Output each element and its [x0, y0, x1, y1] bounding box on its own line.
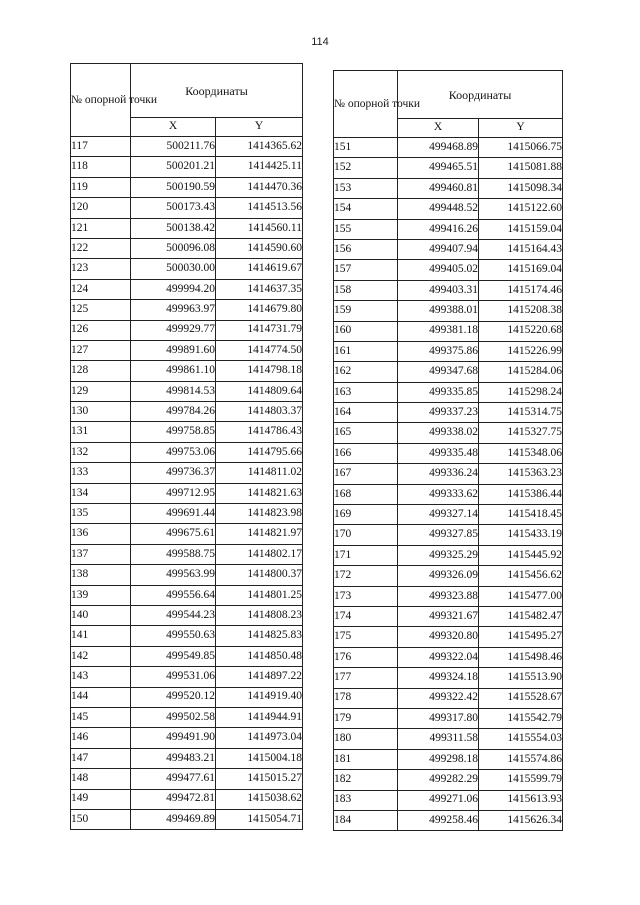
y-coordinate-cell: 1414809.64	[216, 381, 303, 401]
point-number-cell: 157	[334, 260, 398, 280]
y-coordinate-cell: 1414823.98	[216, 504, 303, 524]
point-number-cell: 148	[71, 769, 131, 789]
point-number-cell: 122	[71, 238, 131, 258]
point-number-cell: 169	[334, 505, 398, 525]
table-row	[71, 565, 303, 585]
table-row	[71, 605, 303, 625]
x-coordinate-cell: 499758.85	[131, 422, 216, 442]
point-number-cell: 136	[71, 524, 131, 544]
x-coordinate-cell: 499544.23	[131, 605, 216, 625]
point-number-cell: 160	[334, 321, 398, 341]
point-number-cell: 119	[71, 177, 131, 197]
y-coordinate-cell: 1414470.36	[216, 177, 303, 197]
table-row	[71, 789, 303, 809]
table-row	[71, 646, 303, 666]
y-coordinate-cell: 1415220.68	[479, 321, 563, 341]
point-number-cell: 164	[334, 403, 398, 423]
table-row	[334, 178, 563, 198]
y-coordinate-cell: 1415298.24	[479, 382, 563, 402]
table-row	[334, 729, 563, 749]
point-number-cell: 145	[71, 707, 131, 727]
point-number-cell: 182	[334, 770, 398, 790]
x-coordinate-cell: 499405.02	[398, 260, 479, 280]
point-number-cell: 163	[334, 382, 398, 402]
point-number-cell: 159	[334, 301, 398, 321]
table-row	[334, 239, 563, 259]
table-row	[71, 687, 303, 707]
x-coordinate-cell: 499784.26	[131, 402, 216, 422]
table-row	[334, 708, 563, 728]
y-coordinate-cell: 1415174.46	[479, 280, 563, 300]
table-row	[334, 525, 563, 545]
point-number-cell: 156	[334, 239, 398, 259]
x-coordinate-cell: 499550.63	[131, 626, 216, 646]
table-row	[71, 707, 303, 727]
y-coordinate-cell: 1414821.63	[216, 483, 303, 503]
y-coordinate-cell: 1415528.67	[479, 688, 563, 708]
table-row	[71, 442, 303, 462]
y-coordinate-cell: 1414801.25	[216, 585, 303, 605]
point-number-cell: 117	[71, 137, 131, 157]
y-coordinate-cell: 1414513.56	[216, 198, 303, 218]
y-coordinate-cell: 1414803.37	[216, 402, 303, 422]
table-row	[71, 483, 303, 503]
y-coordinate-cell: 1414560.11	[216, 218, 303, 238]
table-row	[334, 810, 563, 830]
x-coordinate-cell: 499416.26	[398, 219, 479, 239]
point-number-cell: 153	[334, 178, 398, 198]
point-number-cell: 176	[334, 647, 398, 667]
table-row	[71, 667, 303, 687]
page-number: 114	[311, 36, 329, 48]
y-coordinate-cell: 1414973.04	[216, 728, 303, 748]
y-coordinate-cell: 1415456.62	[479, 566, 563, 586]
y-coordinate-cell: 1415038.62	[216, 789, 303, 809]
y-coordinate-cell: 1415599.79	[479, 770, 563, 790]
y-coordinate-cell: 1415418.45	[479, 505, 563, 525]
table-row	[71, 238, 303, 258]
y-coordinate-cell: 1415284.06	[479, 362, 563, 382]
x-coordinate-cell: 499325.29	[398, 545, 479, 565]
x-coordinate-cell: 499460.81	[398, 178, 479, 198]
table-row	[334, 606, 563, 626]
y-coordinate-cell: 1415314.75	[479, 403, 563, 423]
x-coordinate-cell: 499549.85	[131, 646, 216, 666]
x-coordinate-cell: 499814.53	[131, 381, 216, 401]
table-row	[71, 157, 303, 177]
y-coordinate-cell: 1415433.19	[479, 525, 563, 545]
x-coordinate-cell: 499531.06	[131, 667, 216, 687]
table-row	[334, 403, 563, 423]
table-row	[334, 219, 563, 239]
point-number-cell: 129	[71, 381, 131, 401]
table-row	[334, 464, 563, 484]
y-coordinate-cell: 1415004.18	[216, 748, 303, 768]
y-coordinate-cell: 1414944.91	[216, 707, 303, 727]
point-number-cell: 166	[334, 443, 398, 463]
table-body-left	[71, 137, 303, 830]
y-coordinate-cell: 1414798.18	[216, 361, 303, 381]
table-row	[334, 505, 563, 525]
y-coordinate-cell: 1415363.23	[479, 464, 563, 484]
y-coordinate-cell: 1415348.06	[479, 443, 563, 463]
x-coordinate-cell: 499753.06	[131, 442, 216, 462]
table-body-right	[334, 138, 563, 831]
table-row	[334, 321, 563, 341]
point-number-cell: 139	[71, 585, 131, 605]
point-number-cell: 167	[334, 464, 398, 484]
point-number-cell: 130	[71, 402, 131, 422]
point-number-cell: 172	[334, 566, 398, 586]
y-coordinate-cell: 1415208.38	[479, 301, 563, 321]
table-row	[71, 626, 303, 646]
point-number-cell: 151	[334, 138, 398, 158]
x-coordinate-cell: 500201.21	[131, 157, 216, 177]
table-row	[71, 422, 303, 442]
y-coordinate-cell: 1414637.35	[216, 279, 303, 299]
table-row	[334, 790, 563, 810]
x-coordinate-cell: 499736.37	[131, 463, 216, 483]
x-coordinate-cell: 499388.01	[398, 301, 479, 321]
point-number-cell: 128	[71, 361, 131, 381]
point-number-cell: 150	[71, 809, 131, 829]
x-coordinate-cell: 499324.18	[398, 668, 479, 688]
table-row	[334, 341, 563, 361]
point-number-cell: 132	[71, 442, 131, 462]
x-coordinate-cell: 499891.60	[131, 340, 216, 360]
y-coordinate-cell: 1414825.83	[216, 626, 303, 646]
point-number-cell: 178	[334, 688, 398, 708]
table-row	[71, 463, 303, 483]
point-number-cell: 127	[71, 340, 131, 360]
table-row	[71, 381, 303, 401]
point-number-cell: 142	[71, 646, 131, 666]
point-number-cell: 171	[334, 545, 398, 565]
x-coordinate-cell: 499317.80	[398, 708, 479, 728]
table-row	[334, 566, 563, 586]
x-coordinate-cell: 499326.09	[398, 566, 479, 586]
point-number-cell: 135	[71, 504, 131, 524]
y-coordinate-cell: 1414365.62	[216, 137, 303, 157]
x-coordinate-cell: 499520.12	[131, 687, 216, 707]
x-coordinate-cell: 499448.52	[398, 199, 479, 219]
table-row	[71, 524, 303, 544]
y-coordinate-cell: 1414425.11	[216, 157, 303, 177]
table-row	[71, 402, 303, 422]
point-number-cell: 184	[334, 810, 398, 830]
x-coordinate-cell: 499403.31	[398, 280, 479, 300]
y-coordinate-cell: 1415122.60	[479, 199, 563, 219]
y-coordinate-cell: 1415626.34	[479, 810, 563, 830]
point-number-cell: 146	[71, 728, 131, 748]
point-number-cell: 118	[71, 157, 131, 177]
x-coordinate-cell: 499322.04	[398, 647, 479, 667]
point-number-cell: 179	[334, 708, 398, 728]
y-coordinate-cell: 1415327.75	[479, 423, 563, 443]
x-coordinate-cell: 499994.20	[131, 279, 216, 299]
table-row	[71, 544, 303, 564]
x-coordinate-cell: 499336.24	[398, 464, 479, 484]
y-coordinate-cell: 1414850.48	[216, 646, 303, 666]
x-coordinate-cell: 499335.48	[398, 443, 479, 463]
table-row	[71, 340, 303, 360]
table-row	[334, 545, 563, 565]
point-number-cell: 174	[334, 606, 398, 626]
point-number-cell: 180	[334, 729, 398, 749]
point-number-cell: 168	[334, 484, 398, 504]
table-row	[334, 749, 563, 769]
y-coordinate-cell: 1414802.17	[216, 544, 303, 564]
y-coordinate-cell: 1414731.79	[216, 320, 303, 340]
x-coordinate-cell: 499963.97	[131, 300, 216, 320]
y-coordinate-cell: 1415159.04	[479, 219, 563, 239]
point-number-cell: 173	[334, 586, 398, 606]
table-row	[334, 158, 563, 178]
x-coordinate-cell: 499675.61	[131, 524, 216, 544]
point-number-cell: 154	[334, 199, 398, 219]
y-coordinate-cell: 1415226.99	[479, 341, 563, 361]
x-coordinate-cell: 499320.80	[398, 627, 479, 647]
x-coordinate-cell: 499322.42	[398, 688, 479, 708]
header-coordinates: Координаты	[131, 64, 303, 118]
point-number-cell: 123	[71, 259, 131, 279]
y-coordinate-cell: 1414897.22	[216, 667, 303, 687]
point-number-cell: 121	[71, 218, 131, 238]
x-coordinate-cell: 499327.85	[398, 525, 479, 545]
point-number-cell: 141	[71, 626, 131, 646]
x-coordinate-cell: 499563.99	[131, 565, 216, 585]
y-coordinate-cell: 1415574.86	[479, 749, 563, 769]
point-number-cell: 181	[334, 749, 398, 769]
point-number-cell: 126	[71, 320, 131, 340]
x-coordinate-cell: 499375.86	[398, 341, 479, 361]
y-coordinate-cell: 1414919.40	[216, 687, 303, 707]
x-coordinate-cell: 499556.64	[131, 585, 216, 605]
x-coordinate-cell: 499327.14	[398, 505, 479, 525]
table-row	[334, 260, 563, 280]
x-coordinate-cell: 499323.88	[398, 586, 479, 606]
x-coordinate-cell: 500211.76	[131, 137, 216, 157]
point-number-cell: 165	[334, 423, 398, 443]
x-coordinate-cell: 499282.29	[398, 770, 479, 790]
x-coordinate-cell: 499468.89	[398, 138, 479, 158]
x-coordinate-cell: 499588.75	[131, 544, 216, 564]
table-row	[334, 280, 563, 300]
y-coordinate-cell: 1414808.23	[216, 605, 303, 625]
y-coordinate-cell: 1414786.43	[216, 422, 303, 442]
x-coordinate-cell: 499333.62	[398, 484, 479, 504]
y-coordinate-cell: 1415498.46	[479, 647, 563, 667]
y-coordinate-cell: 1414774.50	[216, 340, 303, 360]
x-coordinate-cell: 499465.51	[398, 158, 479, 178]
table-row	[334, 688, 563, 708]
point-number-cell: 137	[71, 544, 131, 564]
x-coordinate-cell: 499477.61	[131, 769, 216, 789]
point-number-cell: 175	[334, 627, 398, 647]
table-row	[334, 627, 563, 647]
x-coordinate-cell: 500138.42	[131, 218, 216, 238]
y-coordinate-cell: 1415477.00	[479, 586, 563, 606]
point-number-cell: 162	[334, 362, 398, 382]
table-row	[71, 279, 303, 299]
x-coordinate-cell: 499321.67	[398, 606, 479, 626]
y-coordinate-cell: 1415495.27	[479, 627, 563, 647]
point-number-cell: 170	[334, 525, 398, 545]
table-row	[71, 320, 303, 340]
x-coordinate-cell: 499929.77	[131, 320, 216, 340]
y-coordinate-cell: 1415098.34	[479, 178, 563, 198]
x-coordinate-cell: 499338.02	[398, 423, 479, 443]
table-row	[334, 199, 563, 219]
table-row	[71, 259, 303, 279]
x-coordinate-cell: 500096.08	[131, 238, 216, 258]
table-row	[334, 770, 563, 790]
table-row	[71, 218, 303, 238]
point-number-cell: 120	[71, 198, 131, 218]
x-coordinate-cell: 499335.85	[398, 382, 479, 402]
header-point-number: № опорной точки	[71, 64, 131, 137]
table-row	[71, 809, 303, 829]
y-coordinate-cell: 1414821.97	[216, 524, 303, 544]
y-coordinate-cell: 1415386.44	[479, 484, 563, 504]
x-coordinate-cell: 499407.94	[398, 239, 479, 259]
x-coordinate-cell: 499381.18	[398, 321, 479, 341]
x-coordinate-cell: 499491.90	[131, 728, 216, 748]
table-row	[334, 382, 563, 402]
table-row	[334, 362, 563, 382]
y-coordinate-cell: 1415482.47	[479, 606, 563, 626]
point-number-cell: 134	[71, 483, 131, 503]
point-number-cell: 155	[334, 219, 398, 239]
y-coordinate-cell: 1414590.60	[216, 238, 303, 258]
table-row	[334, 647, 563, 667]
y-coordinate-cell: 1414811.02	[216, 463, 303, 483]
point-number-cell: 158	[334, 280, 398, 300]
x-coordinate-cell: 499347.68	[398, 362, 479, 382]
header-x: X	[131, 118, 216, 137]
x-coordinate-cell: 499337.23	[398, 403, 479, 423]
y-coordinate-cell: 1415015.27	[216, 769, 303, 789]
point-number-cell: 140	[71, 605, 131, 625]
coordinates-table-left	[70, 63, 303, 830]
x-coordinate-cell: 499472.81	[131, 789, 216, 809]
table-row	[334, 138, 563, 158]
y-coordinate-cell: 1415081.88	[479, 158, 563, 178]
x-coordinate-cell: 499483.21	[131, 748, 216, 768]
header-coordinates: Координаты	[398, 71, 563, 119]
y-coordinate-cell: 1415164.43	[479, 239, 563, 259]
table-row	[334, 668, 563, 688]
x-coordinate-cell: 499712.95	[131, 483, 216, 503]
header-x: X	[398, 119, 479, 138]
x-coordinate-cell: 500030.00	[131, 259, 216, 279]
x-coordinate-cell: 499271.06	[398, 790, 479, 810]
point-number-cell: 131	[71, 422, 131, 442]
y-coordinate-cell: 1415066.75	[479, 138, 563, 158]
y-coordinate-cell: 1415054.71	[216, 809, 303, 829]
x-coordinate-cell: 499861.10	[131, 361, 216, 381]
x-coordinate-cell: 499691.44	[131, 504, 216, 524]
header-y: Y	[479, 119, 563, 138]
table-row	[334, 484, 563, 504]
table-row	[71, 361, 303, 381]
point-number-cell: 138	[71, 565, 131, 585]
point-number-cell: 177	[334, 668, 398, 688]
y-coordinate-cell: 1415445.92	[479, 545, 563, 565]
point-number-cell: 152	[334, 158, 398, 178]
header-point-number: № опорной точки	[334, 71, 398, 138]
table-row	[334, 443, 563, 463]
table-row	[71, 585, 303, 605]
table-row	[334, 301, 563, 321]
y-coordinate-cell: 1414795.66	[216, 442, 303, 462]
x-coordinate-cell: 500173.43	[131, 198, 216, 218]
y-coordinate-cell: 1415169.04	[479, 260, 563, 280]
table-row	[71, 504, 303, 524]
y-coordinate-cell: 1415613.93	[479, 790, 563, 810]
y-coordinate-cell: 1414800.37	[216, 565, 303, 585]
x-coordinate-cell: 500190.59	[131, 177, 216, 197]
x-coordinate-cell: 499311.58	[398, 729, 479, 749]
x-coordinate-cell: 499469.89	[131, 809, 216, 829]
coordinates-table-right	[333, 70, 563, 831]
table-row	[71, 177, 303, 197]
y-coordinate-cell: 1414619.67	[216, 259, 303, 279]
y-coordinate-cell: 1415554.03	[479, 729, 563, 749]
x-coordinate-cell: 499298.18	[398, 749, 479, 769]
x-coordinate-cell: 499502.58	[131, 707, 216, 727]
point-number-cell: 133	[71, 463, 131, 483]
point-number-cell: 143	[71, 667, 131, 687]
point-number-cell: 161	[334, 341, 398, 361]
point-number-cell: 144	[71, 687, 131, 707]
header-y: Y	[216, 118, 303, 137]
point-number-cell: 147	[71, 748, 131, 768]
point-number-cell: 149	[71, 789, 131, 809]
point-number-cell: 183	[334, 790, 398, 810]
point-number-cell: 125	[71, 300, 131, 320]
y-coordinate-cell: 1415513.90	[479, 668, 563, 688]
table-row	[71, 769, 303, 789]
y-coordinate-cell: 1415542.79	[479, 708, 563, 728]
table-row	[334, 586, 563, 606]
table-row	[71, 748, 303, 768]
y-coordinate-cell: 1414679.80	[216, 300, 303, 320]
x-coordinate-cell: 499258.46	[398, 810, 479, 830]
table-row	[334, 423, 563, 443]
point-number-cell: 124	[71, 279, 131, 299]
table-row	[71, 198, 303, 218]
table-row	[71, 300, 303, 320]
table-row	[71, 137, 303, 157]
table-row	[71, 728, 303, 748]
